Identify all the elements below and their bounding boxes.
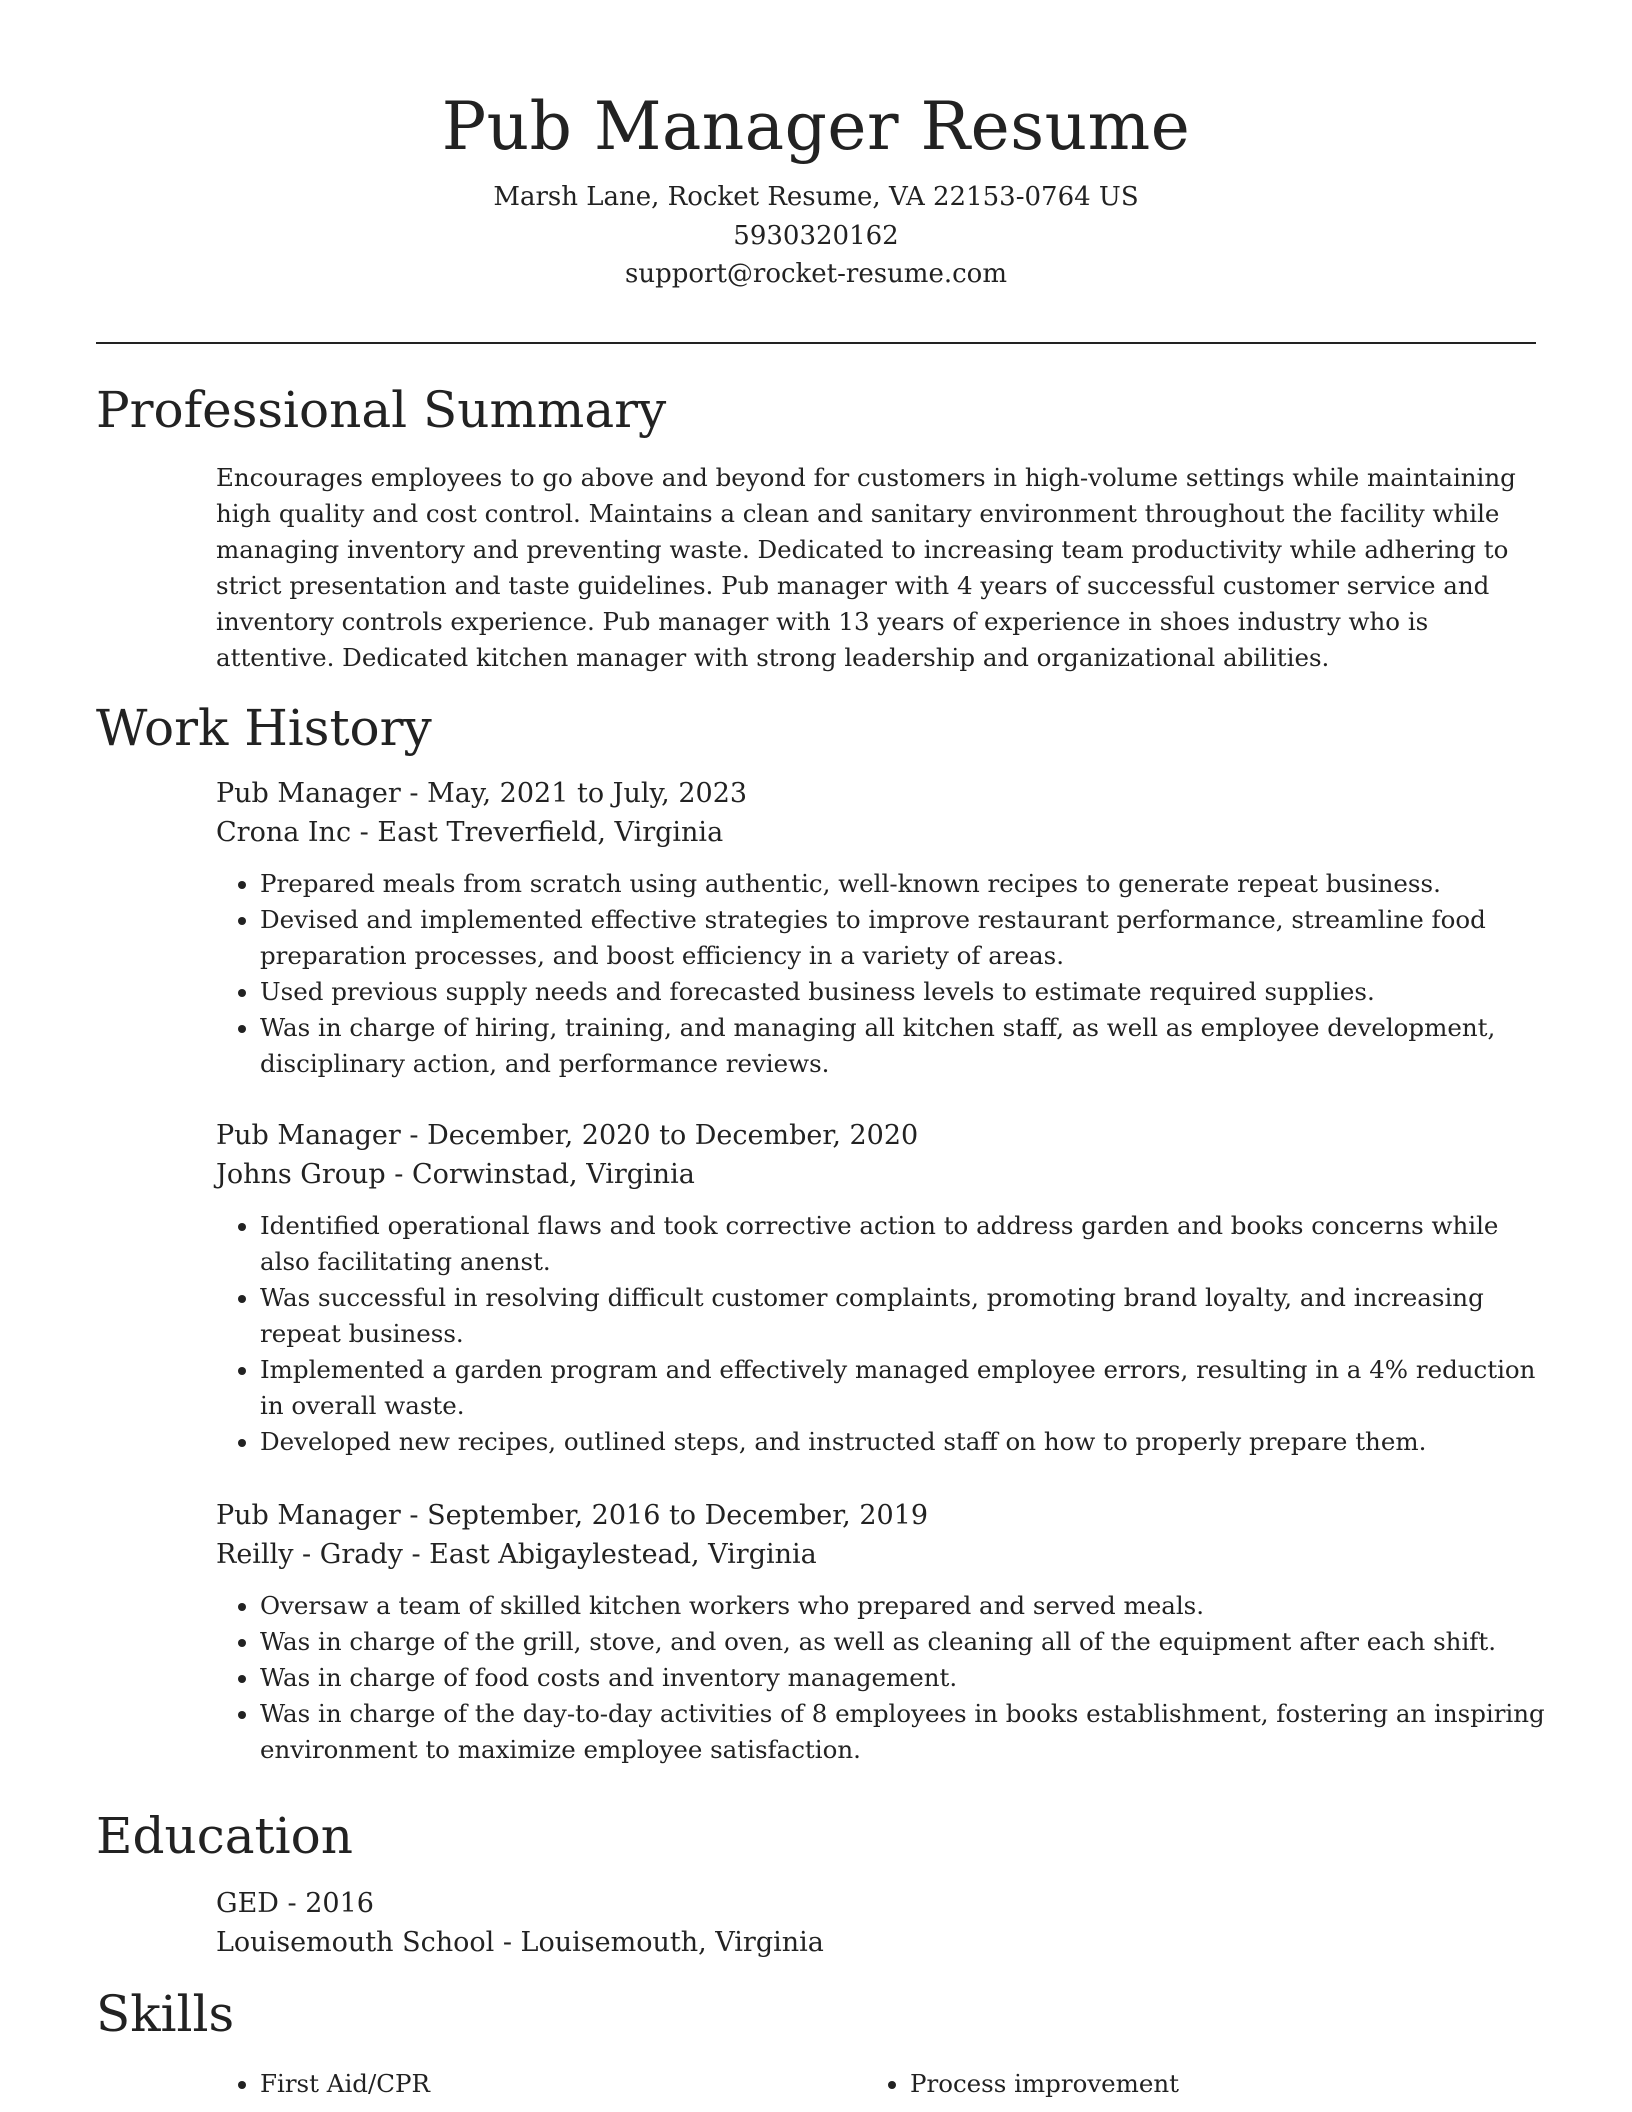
skills-list — [216, 2066, 1536, 2102]
contact-address: Marsh Lane, Rocket Resume, VA 22153-0764 US — [493, 182, 1139, 212]
section-title-work-history: Work History — [96, 699, 432, 757]
resume-title: Pub Manager Resume — [441, 88, 1191, 165]
skills-bullets-left — [216, 2066, 866, 2102]
job-bullets — [216, 1208, 1546, 1460]
summary-text: Encourages employees to go above and beyond for customers in high-volume settings while maintaining high quality and cost control. Maintains a clean and sanitary environment throughout the facility while managing inventory and preventing waste. Dedicated to increasing team productivity while adhering to strict presentation and taste guidelines. Pub manager with 4 years of successful customer service and inventory controls experience. Pub manager with 13 years of experience in shoes industry who is attentive. Dedicated kitchen manager with strong leadership and organizational abilities. — [216, 463, 1516, 672]
resume-page — [96, 0, 1545, 2098]
list-item: • Prepared meals from scratch using authentic, well-known recipes to generate repeat business. — [260, 866, 1546, 902]
list-item: • Oversaw a team of skilled kitchen workers who prepared and served meals. — [260, 1588, 1546, 1624]
job-company-line: Crona Inc - East Treverfield, Virginia — [216, 817, 724, 848]
list-item: • Developed new recipes, outlined steps, and instructed staff on how to properly prepare them. — [260, 1424, 1546, 1460]
list-item: • Was in charge of food costs and inventory management. — [260, 1660, 1546, 1696]
section-title-skills: Skills — [96, 1985, 235, 2043]
job-entry — [216, 1496, 1546, 1768]
job-bullets — [216, 1588, 1546, 1768]
job-entry — [216, 774, 1546, 1082]
section-title-education: Education — [96, 1807, 353, 1865]
education-degree-line: GED - 2016 — [216, 1888, 374, 1919]
section-title-summary: Professional Summary — [96, 381, 667, 439]
list-item: • Identified operational flaws and took corrective action to address garden and books concerns while also facilitating anenst. — [260, 1208, 1546, 1280]
summary-block — [216, 460, 1546, 676]
list-item: • Was in charge of hiring, training, and managing all kitchen staff, as well as employee development, disciplinary action, and performance reviews. — [260, 1010, 1546, 1082]
header-divider — [96, 342, 1536, 344]
list-item: • Was in charge of the grill, stove, and oven, as well as cleaning all of the equipment after each shift. — [260, 1624, 1546, 1660]
job-company-line: Johns Group - Corwinstad, Virginia — [216, 1159, 695, 1190]
skills-column-left — [216, 2066, 866, 2102]
skill-item: • First Aid/CPR — [260, 2066, 866, 2102]
job-role-line: Pub Manager - December, 2020 to December, 2020 — [216, 1120, 919, 1151]
list-item: • Implemented a garden program and effectively managed employee errors, resulting in a 4% reduction in overall waste. — [260, 1352, 1546, 1424]
contact-block — [96, 178, 1536, 294]
list-item: • Devised and implemented effective strategies to improve restaurant performance, streamline food preparation processes, and boost efficiency in a variety of areas. — [260, 902, 1546, 974]
education-entry — [216, 1884, 1546, 1962]
contact-email: support@rocket-resume.com — [624, 259, 1007, 289]
skill-item: • Process improvement — [910, 2066, 1516, 2102]
job-entry — [216, 1116, 1546, 1460]
skills-column-right — [866, 2066, 1516, 2102]
skills-bullets-right — [866, 2066, 1516, 2102]
job-role-line: Pub Manager - September, 2016 to December, 2019 — [216, 1500, 929, 1531]
list-item: • Used previous supply needs and forecasted business levels to estimate required supplies. — [260, 974, 1546, 1010]
list-item: • Was successful in resolving difficult customer complaints, promoting brand loyalty, and increasing repeat business. — [260, 1280, 1546, 1352]
list-item: • Was in charge of the day-to-day activities of 8 employees in books establishment, fostering an inspiring environment to maximize employee satisfaction. — [260, 1696, 1546, 1768]
job-role-line: Pub Manager - May, 2021 to July, 2023 — [216, 778, 748, 809]
education-school-line: Louisemouth School - Louisemouth, Virginia — [216, 1927, 824, 1958]
contact-phone: 5930320162 — [733, 220, 899, 251]
job-bullets — [216, 866, 1546, 1082]
job-company-line: Reilly - Grady - East Abigaylestead, Virginia — [216, 1539, 817, 1570]
